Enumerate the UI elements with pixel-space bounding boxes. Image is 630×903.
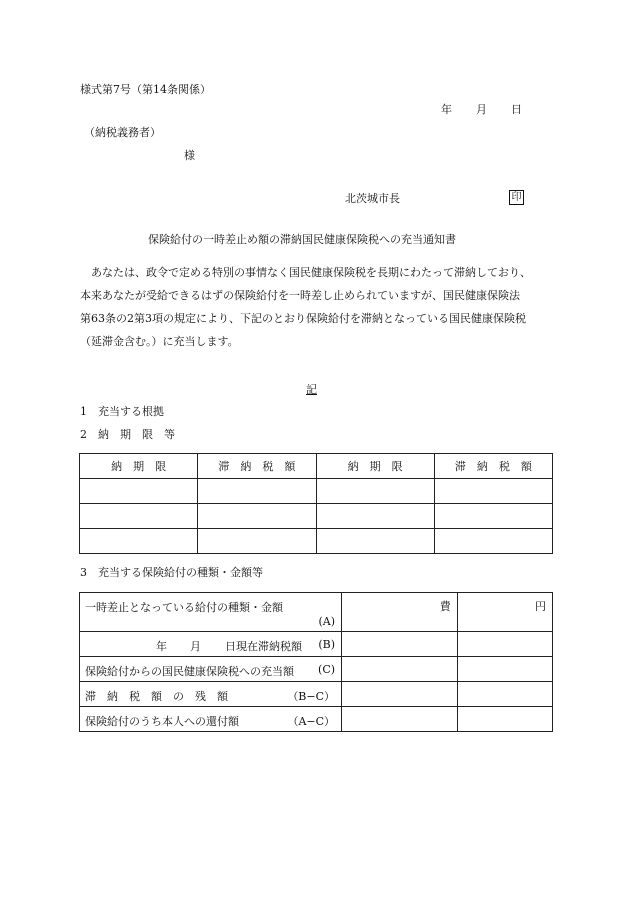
- body-line: 本来あなたが受給できるはずの保険給付を一時差し止められていますが、国民健康保険法: [80, 289, 520, 302]
- unit-label: 費: [439, 600, 451, 613]
- row-label: 滞 納 税 額 の 残 額: [85, 690, 228, 703]
- table-cell[interactable]: [434, 504, 552, 529]
- header-due-date: 納 期 限: [316, 454, 434, 479]
- table-cell[interactable]: [457, 707, 552, 732]
- date-year-label: 年: [441, 103, 452, 116]
- table-cell[interactable]: [434, 529, 552, 554]
- issuer-name: 北茨城市長: [345, 192, 400, 205]
- body-line: 第63条の2第3項の規定により、下記のとおり保険給付を滞納となっている国民健康保険税: [80, 312, 526, 325]
- row-suspended-benefit: [80, 593, 342, 632]
- row-appropriation: [80, 657, 342, 682]
- table-cell[interactable]: [198, 529, 316, 554]
- row-label: 保険給付のうち本人への還付額: [85, 715, 239, 728]
- table-header-row: [80, 454, 553, 479]
- table-cell[interactable]: [316, 479, 434, 504]
- body-line: （延滞金含む。）に充当します。: [80, 335, 239, 348]
- header-delinquent-amount: 滞 納 税 額: [198, 454, 316, 479]
- form-number: 様式第7号（第14条関係）: [80, 83, 211, 96]
- row-remaining-balance: [80, 682, 342, 707]
- row-tag: (B): [318, 638, 336, 651]
- date-day-label: 日: [511, 103, 522, 116]
- table-row: [80, 593, 553, 632]
- table-cell[interactable]: [457, 682, 552, 707]
- row-label: 保険給付からの国民健康保険税への充当額: [85, 665, 294, 678]
- table-row: [80, 632, 553, 657]
- table-row: [80, 657, 553, 682]
- table-row: [80, 682, 553, 707]
- table-cell[interactable]: [342, 707, 458, 732]
- unit-label: 円: [535, 600, 546, 613]
- header-due-date: 納 期 限: [80, 454, 198, 479]
- row-year-label: 年: [156, 640, 167, 653]
- document-title: 保険給付の一時差止め額の滞納国民健康保険税への充当通知書: [148, 233, 456, 246]
- table-cell[interactable]: [80, 529, 198, 554]
- row-tag: (C): [318, 663, 336, 676]
- benefit-amount-table: [79, 592, 553, 732]
- row-delinquent-as-of: [80, 632, 342, 657]
- body-paragraph: [80, 261, 560, 353]
- taxpayer-label: （納税義務者）: [84, 126, 161, 139]
- table-row: [80, 504, 553, 529]
- table-cell[interactable]: [342, 657, 458, 682]
- row-tag: （B−C）: [287, 690, 336, 703]
- date-month-label: 月: [476, 103, 487, 116]
- row-tag: （A−C）: [287, 715, 336, 728]
- table-cell[interactable]: [80, 504, 198, 529]
- table-cell[interactable]: [342, 632, 458, 657]
- table-cell[interactable]: [198, 504, 316, 529]
- table-cell[interactable]: [457, 632, 552, 657]
- table-cell[interactable]: [316, 504, 434, 529]
- section-1-heading: 1 充当する根拠: [80, 405, 164, 418]
- table-cell[interactable]: [80, 479, 198, 504]
- row-label: 一時差止となっている給付の種類・金額: [85, 601, 283, 614]
- table-cell[interactable]: [342, 682, 458, 707]
- table-row: [80, 529, 553, 554]
- ki-heading: 記: [306, 383, 317, 396]
- honorific: 様: [184, 149, 195, 162]
- table-row: [80, 479, 553, 504]
- body-line: あなたは、政令で定める特別の事情なく国民健康保険税を長期にわたって滞納しており、: [80, 266, 531, 279]
- section-3-heading: 3 充当する保険給付の種類・金額等: [80, 566, 263, 579]
- benefit-amount-cell[interactable]: [457, 593, 552, 632]
- row-month-label: 月: [190, 640, 201, 653]
- header-delinquent-amount: 滞 納 税 額: [434, 454, 552, 479]
- benefit-type-cell[interactable]: [342, 593, 458, 632]
- due-date-table: [79, 453, 553, 554]
- section-2-heading: 2 納 期 限 等: [80, 428, 175, 441]
- seal-mark: 印: [509, 190, 524, 205]
- table-row: [80, 707, 553, 732]
- table-cell[interactable]: [434, 479, 552, 504]
- row-refund: [80, 707, 342, 732]
- table-cell[interactable]: [316, 529, 434, 554]
- table-cell[interactable]: [457, 657, 552, 682]
- table-cell[interactable]: [198, 479, 316, 504]
- row-tag: (A): [318, 615, 336, 628]
- row-label: 日現在滞納税額: [225, 640, 302, 653]
